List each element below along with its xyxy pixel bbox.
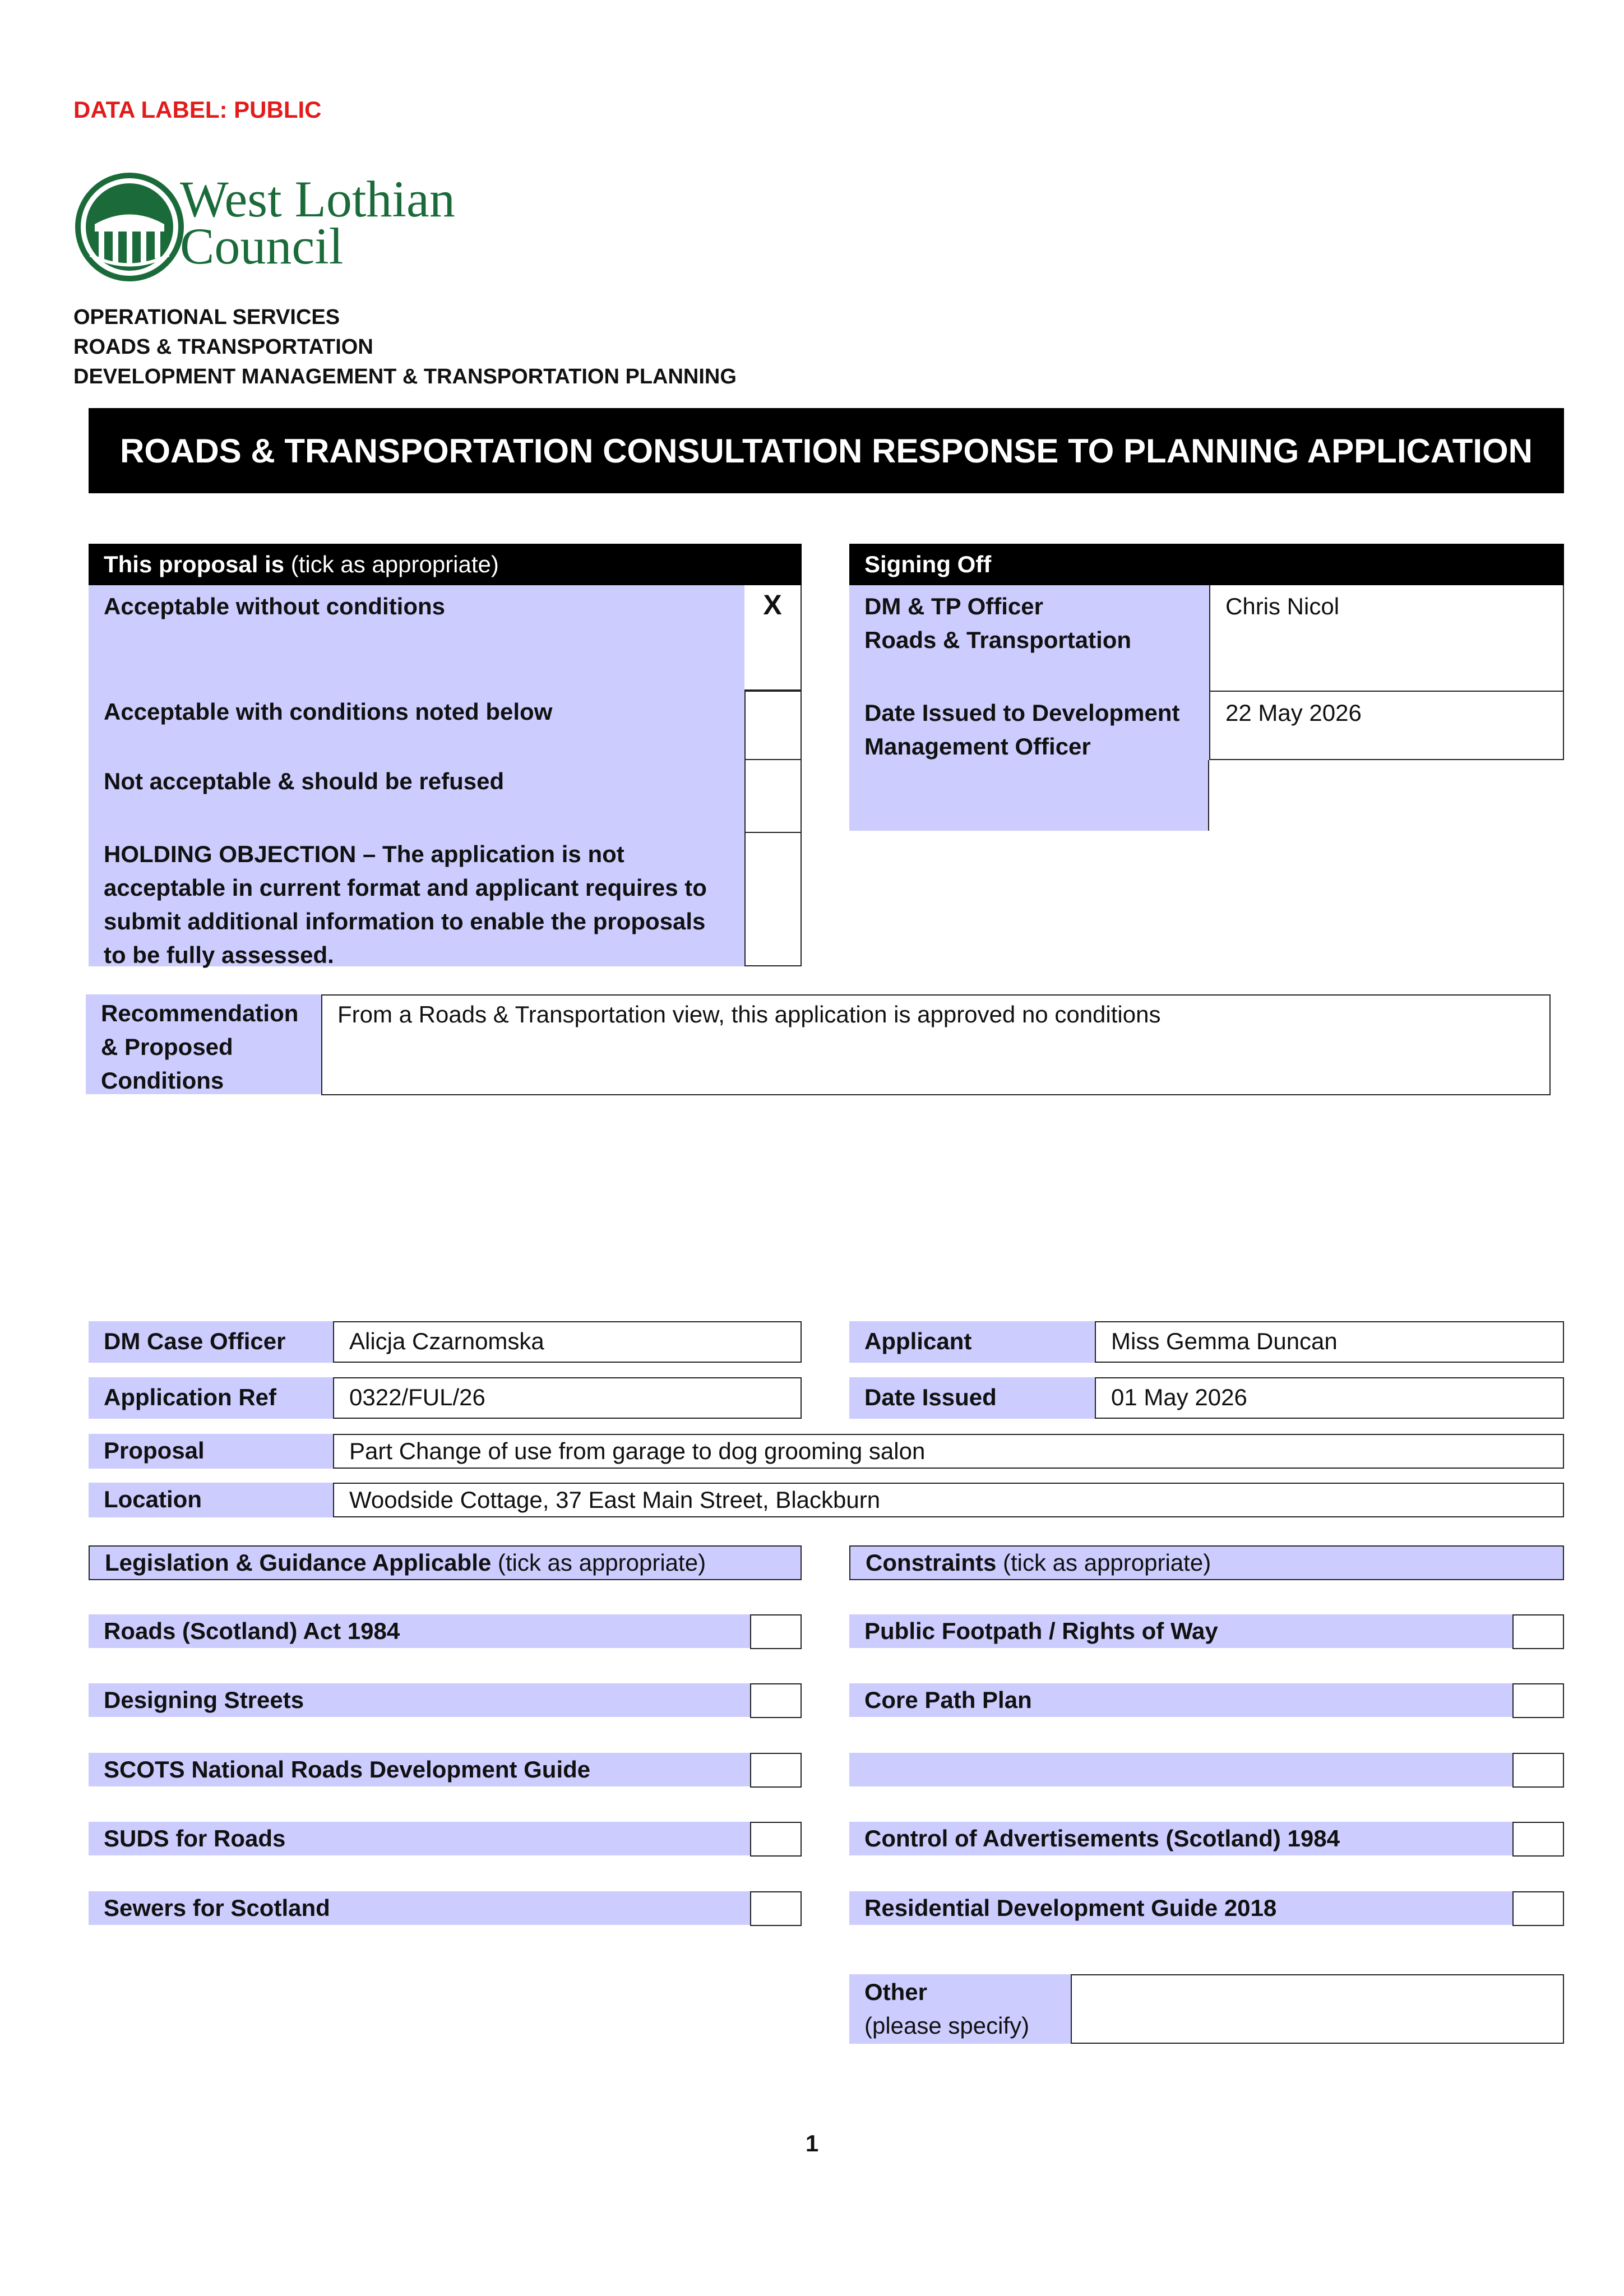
legislation-checkbox[interactable] xyxy=(750,1822,802,1857)
application-ref-value[interactable]: 0322/FUL/26 xyxy=(333,1377,802,1419)
constraints-heading xyxy=(849,1545,1564,1580)
proposal-heading-bold: This proposal is xyxy=(104,551,285,577)
council-logo xyxy=(73,168,477,286)
constraint-item: Public Footpath / Rights of Way xyxy=(849,1614,1512,1648)
logo-text-line1: West Lothian xyxy=(180,170,455,228)
legislation-item: SCOTS National Roads Development Guide xyxy=(89,1753,750,1786)
legislation-checkbox[interactable] xyxy=(750,1891,802,1926)
header-line: ROADS & TRANSPORTATION xyxy=(73,335,373,359)
proposal-option-label: Acceptable with conditions noted below xyxy=(89,691,744,760)
officer-label-line2: Roads & Transportation xyxy=(864,627,1132,653)
other-label-note: (please specify) xyxy=(864,2012,1030,2039)
recommendation-value[interactable]: From a Roads & Transportation view, this application is approved no conditions xyxy=(321,994,1551,1095)
legislation-heading-bold: Legislation & Guidance Applicable xyxy=(105,1549,492,1576)
date-issued-case-value[interactable]: 01 May 2026 xyxy=(1095,1377,1564,1419)
signing-off-heading: Signing Off xyxy=(849,544,1564,585)
department-header xyxy=(73,303,737,392)
date-issued-value[interactable]: 22 May 2026 xyxy=(1209,691,1564,760)
constraint-checkbox[interactable] xyxy=(1512,1822,1564,1857)
other-label-text: Other xyxy=(864,1979,928,2005)
legislation-checkbox[interactable] xyxy=(750,1753,802,1788)
applicant-value[interactable]: Miss Gemma Duncan xyxy=(1095,1321,1564,1363)
header-line: DEVELOPMENT MANAGEMENT & TRANSPORTATION PLANNING xyxy=(73,365,737,388)
applicant-label: Applicant xyxy=(849,1321,1095,1363)
constraint-item xyxy=(849,1753,1512,1786)
recommendation-label: Recommendation & Proposed Conditions xyxy=(86,994,321,1094)
other-label xyxy=(849,1974,1071,2044)
legislation-heading-note: (tick as appropriate) xyxy=(497,1549,706,1576)
constraint-checkbox[interactable] xyxy=(1512,1683,1564,1718)
signing-off-divider xyxy=(1208,760,1209,831)
page-title: ROADS & TRANSPORTATION CONSULTATION RESPONSE TO PLANNING APPLICATION xyxy=(89,408,1564,493)
constraint-item: Control of Advertisements (Scotland) 1984 xyxy=(849,1822,1512,1855)
data-label: DATA LABEL: PUBLIC xyxy=(73,96,322,123)
proposal-option-checkbox[interactable] xyxy=(744,691,802,760)
legislation-item: Sewers for Scotland xyxy=(89,1891,750,1925)
legislation-checkbox[interactable] xyxy=(750,1614,802,1649)
proposal-heading xyxy=(89,544,802,585)
constraints-heading-note: (tick as appropriate) xyxy=(1003,1549,1211,1576)
constraint-checkbox[interactable] xyxy=(1512,1891,1564,1926)
other-value[interactable] xyxy=(1071,1974,1564,2044)
location-label: Location xyxy=(89,1483,333,1517)
dm-case-officer-value[interactable]: Alicja Czarnomska xyxy=(333,1321,802,1363)
officer-value[interactable]: Chris Nicol xyxy=(1209,585,1564,692)
officer-label-line1: DM & TP Officer xyxy=(864,593,1043,619)
legislation-item: Roads (Scotland) Act 1984 xyxy=(89,1614,750,1648)
page-number: 1 xyxy=(805,2130,819,2156)
proposal-option-label: Not acceptable & should be refused xyxy=(89,760,744,833)
proposal-label: Proposal xyxy=(89,1434,333,1469)
date-issued-case-label: Date Issued xyxy=(849,1377,1095,1419)
dm-case-officer-label: DM Case Officer xyxy=(89,1321,333,1363)
application-ref-label: Application Ref xyxy=(89,1377,333,1419)
legislation-heading xyxy=(89,1545,802,1580)
proposal-option-label: HOLDING OBJECTION – The application is not acceptable in current format and applicant requires to submit additional information to enable the proposals to be fully assessed. xyxy=(89,833,744,966)
proposal-option-checkbox[interactable] xyxy=(744,833,802,966)
date-issued-label: Date Issued to Development Management Officer xyxy=(864,700,1180,760)
header-line: OPERATIONAL SERVICES xyxy=(73,305,340,329)
proposal-heading-note: (tick as appropriate) xyxy=(290,551,499,577)
constraint-checkbox[interactable] xyxy=(1512,1614,1564,1649)
proposal-value[interactable]: Part Change of use from garage to dog grooming salon xyxy=(333,1434,1564,1469)
legislation-checkbox[interactable] xyxy=(750,1683,802,1718)
legislation-item: Designing Streets xyxy=(89,1683,750,1717)
legislation-item: SUDS for Roads xyxy=(89,1822,750,1855)
viaduct-emblem-icon xyxy=(73,171,186,283)
constraint-item: Core Path Plan xyxy=(849,1683,1512,1717)
constraint-item: Residential Development Guide 2018 xyxy=(849,1891,1512,1925)
constraint-checkbox[interactable] xyxy=(1512,1753,1564,1788)
proposal-option-label: Acceptable without conditions xyxy=(89,585,744,691)
constraints-heading-bold: Constraints xyxy=(866,1549,997,1576)
location-value[interactable]: Woodside Cottage, 37 East Main Street, Blackburn xyxy=(333,1483,1564,1517)
proposal-option-checkbox[interactable]: X xyxy=(744,585,802,691)
proposal-option-checkbox[interactable] xyxy=(744,760,802,833)
signing-off-officer-label xyxy=(849,585,1209,831)
logo-text-line2: Council xyxy=(180,217,344,275)
